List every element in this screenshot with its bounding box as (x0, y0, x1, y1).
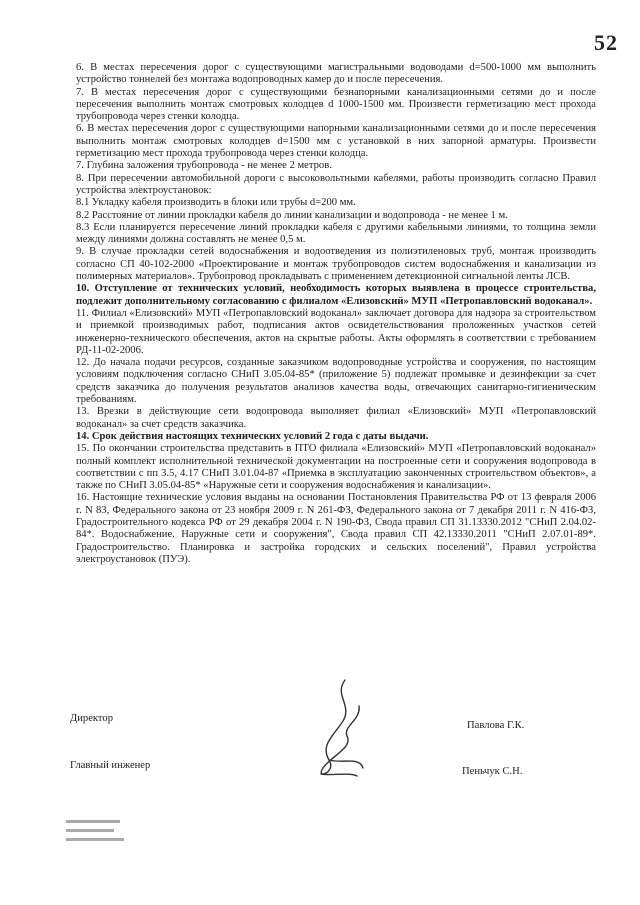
paragraph-6-roads-water-mains: 6. В местах пересечения дорог с существующими магистральными водоводами d=500-1000 мм выполнить устройство тоннелей без монтажа водопроводных камер до и после пересечения. (76, 62, 596, 86)
body-text (76, 62, 596, 566)
chief-engineer-name: Пеньчук С.Н. (462, 766, 523, 777)
paragraph-7-pipe-depth: 7. Глубина заложения трубопровода - не менее 2 метров. (76, 160, 332, 172)
executor-note-blurred (66, 818, 126, 848)
director-name: Павлова Г.К. (467, 720, 525, 731)
paragraph-14-validity: 14. Срок действия настоящих технических условий 2 года с даты выдачи. (76, 430, 429, 442)
paragraph-7-gravity-sewer: 7. В местах пересечения дорог с существующими безнапорными канализационными сетями до и после пересечения выполнить монтаж смотровых колодцев d 1000-1500 мм. Произвести герметизацию мест прохода трубопровода через стенки колодца. (76, 86, 596, 123)
paragraph-15-as-built-docs: 15. По окончании строительства представить в ПТО филиала «Елизовский» МУП «Петропавловский водоканал» полный комплект исполнительной технической документации на построенные сети и сооружения водопровода в соответствии с пп 3.5, 4.17 СНиП 3.01.04-87 «Приемка в эксплуатацию законченных строительством объектов», а также по СНиП 3.05.04-85* «Наружные сети и сооружения водоснабжения и канализации». (76, 443, 596, 492)
paragraph-8-3-cable-crossing: 8.3 Если планируется пересечение линий прокладки кабеля с другими кабельными линиями, то толщина земли между линиями должна составлять не менее 0,5 м. (76, 221, 596, 246)
paragraph-6-pressure-sewer: 6. В местах пересечения дорог с существующими напорными канализационными сетями до и после пересечения выполнить монтаж смотровых колодцев d=1500 мм с установкой в них запорной арматуры. Произвести герметизацию мест прохода трубопровода через стенки колодца. (76, 123, 596, 160)
paragraph-13-tie-ins: 13. Врезки в действующие сети водопровода выполняет филиал «Елизовский» МУП «Петропавловский водоканал» за счет средств заказчика. (76, 406, 596, 430)
chief-engineer-role: Главный инженер (70, 760, 151, 771)
paragraph-8-high-voltage: 8. При пересечении автомобильной дороги с высоковольтными кабелями, работы производить согласно Правил устройства электроустановок: (76, 172, 596, 196)
paragraph-16-legal-basis: 16. Настоящие технические условия выданы на основании Постановления Правительства РФ от 13 февраля 2006 г. N 83, Федерального закона от 23 ноября 2009 г. N 261-ФЗ, Федерального закона от 7 декабря 2011 г. N 416-ФЗ, Градостроительного кодекса РФ от 29 декабря 2004 г. N 190-ФЗ, Свода правил СП 31.13330.2012 "СНиП 2.04.02-84*. Водоснабжение. Наружные сети и сооружения", Свода правил СП 42.13330.2011 "СНиП 2.07.01-89*. Градостроительство. Планировка и застройка городских и сельских поселений", Правил устройства электроустановок (ПУЭ). (76, 492, 596, 565)
paragraph-10-deviations: 10. Отступление от технических условий, необходимость которых выявлена в процессе строительства, подлежит дополнительному согласованию с филиалом «Елизовский» МУП «Петропавловский водоканал». (76, 283, 596, 307)
paragraph-8-2-cable-distance: 8.2 Расстояние от линии прокладки кабеля до линии канализации и водопровода - не менее 1 м. (76, 209, 508, 221)
handwritten-signature (303, 676, 383, 786)
paragraph-12-flushing: 12. До начала подачи ресурсов, созданные заказчиком водопроводные устройства и сооружения, по настоящим условиям подключения согласно СНиП 3.05.04-85* (приложение 5) подлежат промывке и дезинфекции за счет средств заказчика до получения результатов анализов качества воды, отвечающих санитарно-гигиеническим требованиям. (76, 357, 596, 406)
page-number: 52 (594, 30, 618, 55)
paragraph-9-polyethylene: 9. В случае прокладки сетей водоснабжения и водоотведения из полиэтиленовых труб, монтаж производить согласно СП 40-102-2000 «Проектирование и монтаж трубопроводов систем водоснабжения и канализации из полимерных материалов». Трубопровод прокладывать с применением детекционной сигнальной ленты ЛСВ. (76, 246, 596, 283)
paragraph-8-1-cable-blocks: 8.1 Укладку кабеля производить в блоки или трубы d=200 мм. (76, 197, 356, 209)
director-role: Директор (70, 713, 113, 724)
paragraph-11-supervision: 11. Филиал «Елизовский» МУП «Петропавловский водоканал» заключает договора для надзора за строительством и приемкой производимых работ, подписания актов освидетельствования проложенных участков сетей инженерно-технического обеспечения, актов на скрытые работы. Акты оформлять в соответствии с требованием РД-11-02-2006. (76, 307, 596, 356)
